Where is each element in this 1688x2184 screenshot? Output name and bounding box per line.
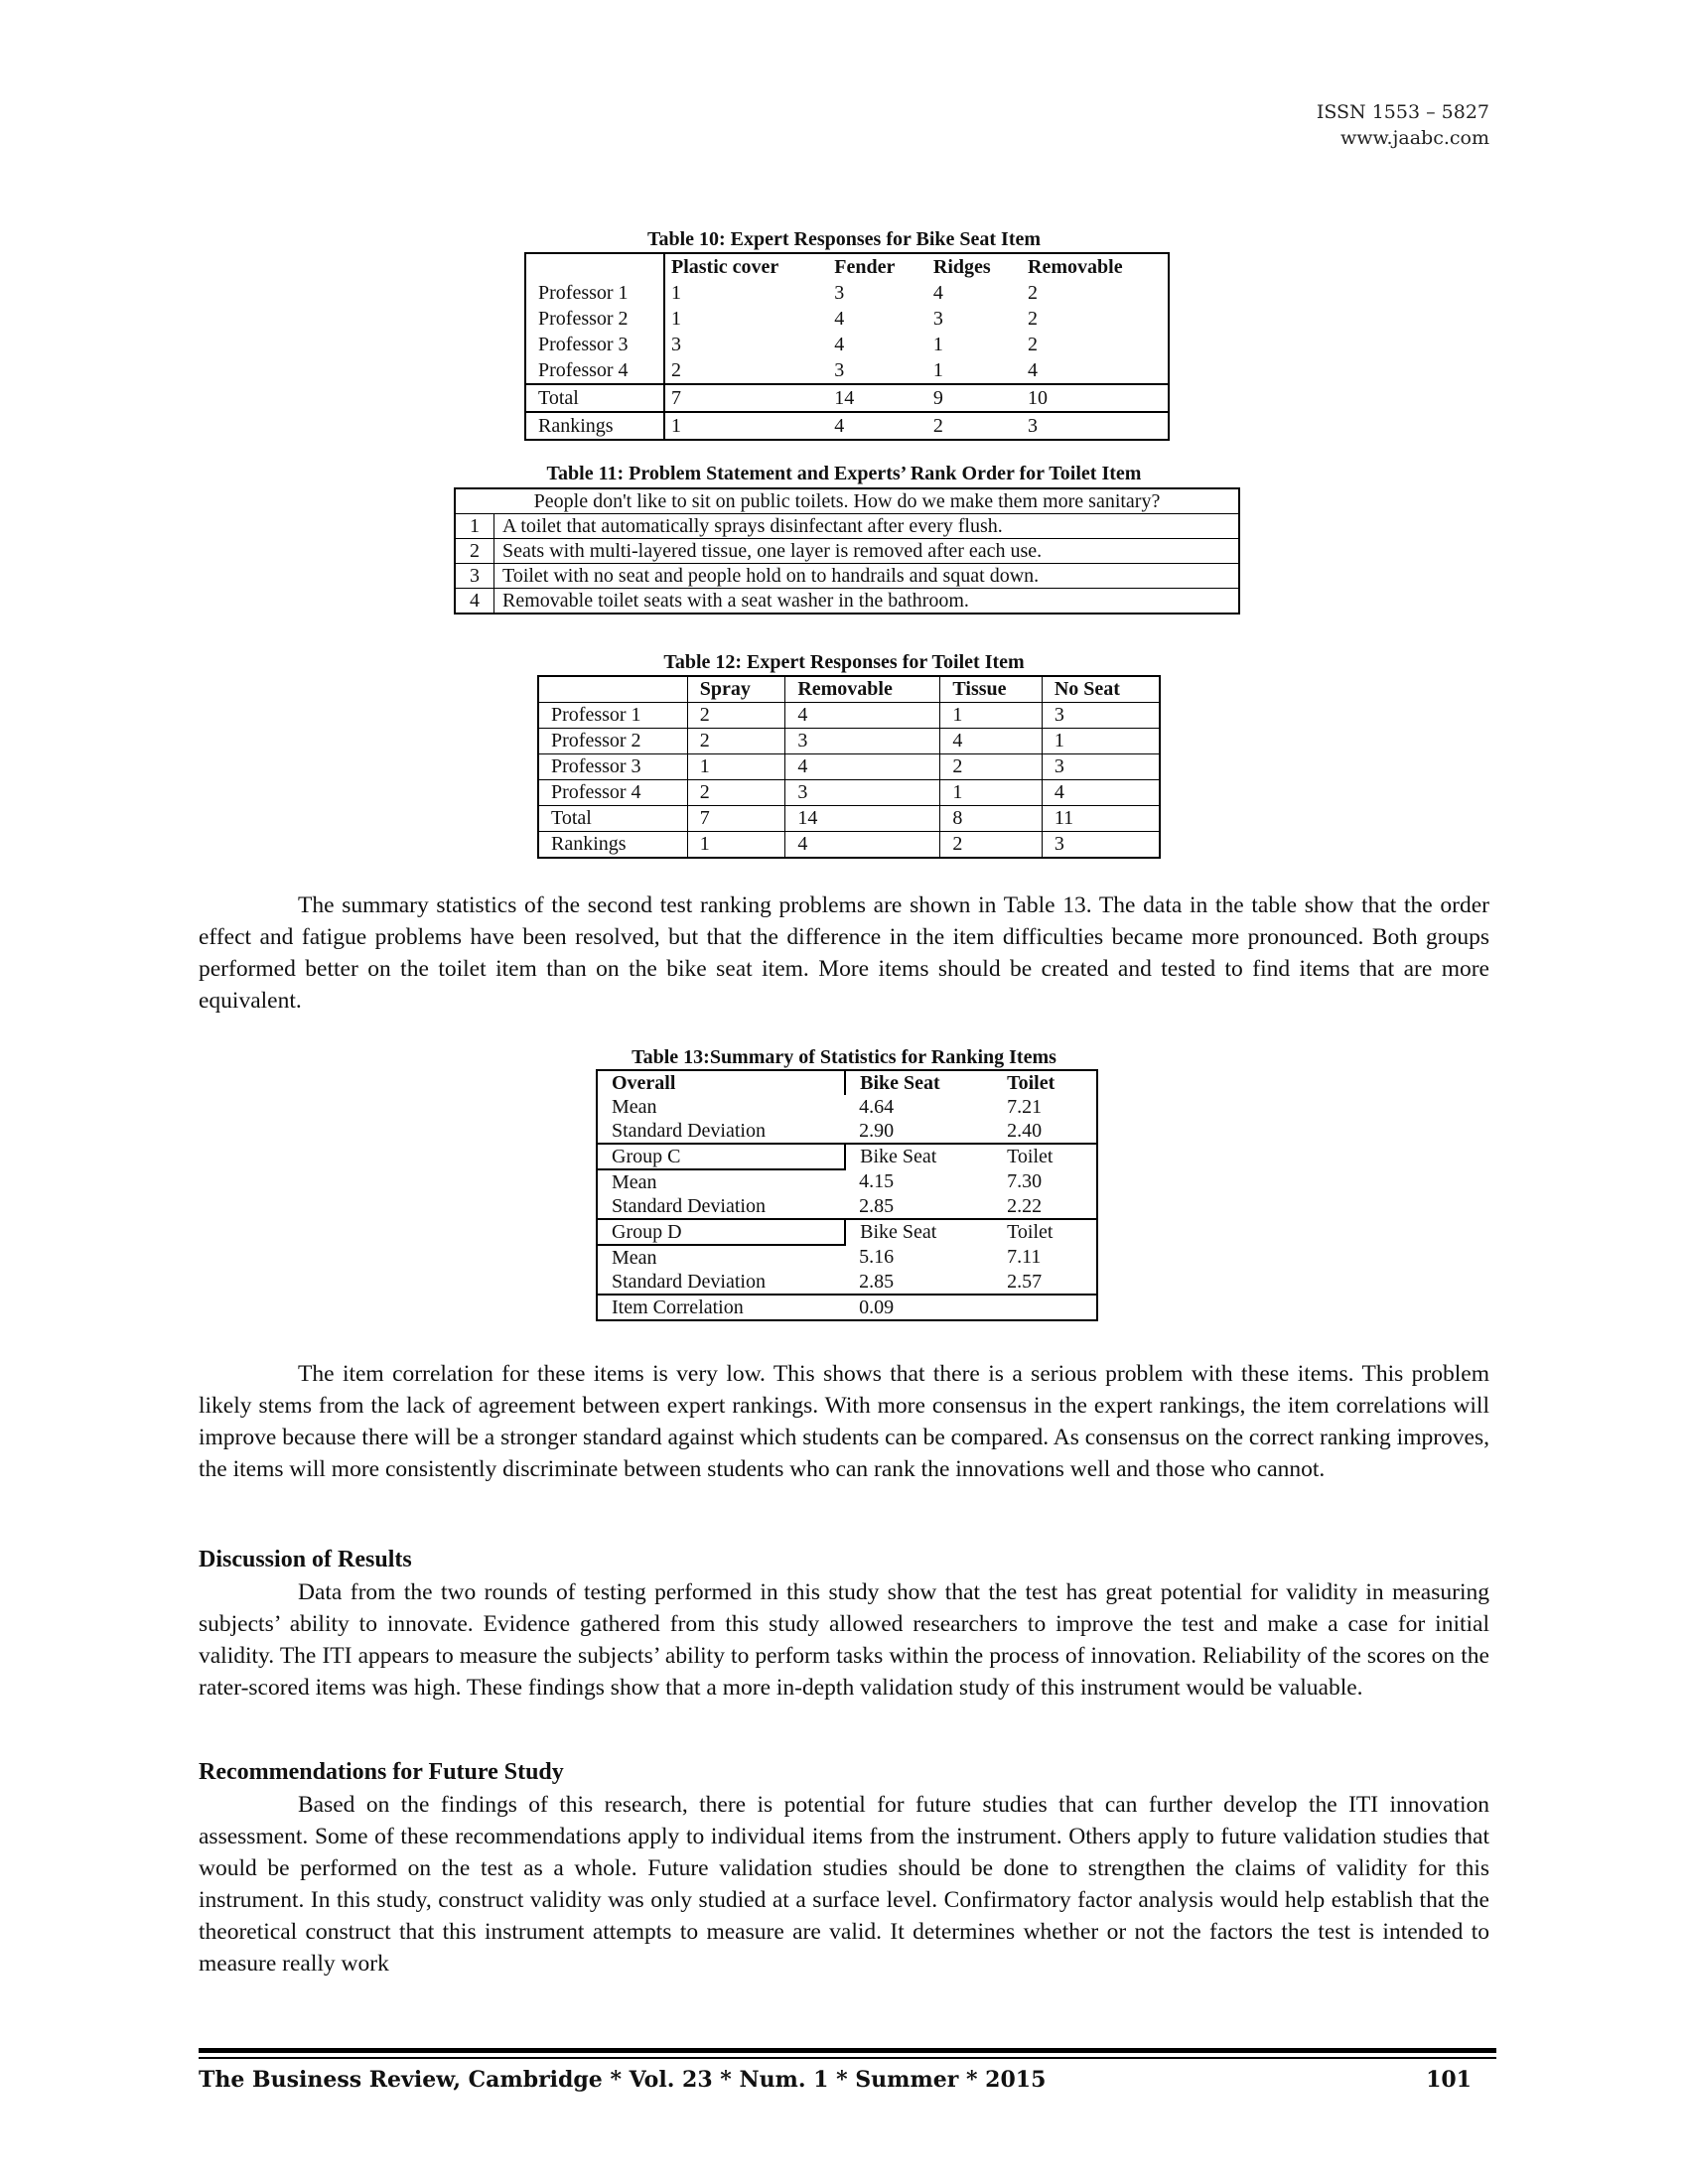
section-heading: Recommendations for Future Study	[199, 1759, 564, 1785]
table-cell: Professor 4	[538, 780, 687, 806]
table-cell: 7.11	[1007, 1246, 1042, 1268]
table-cell: 7	[664, 384, 828, 412]
table-cell: 7	[687, 806, 785, 832]
table-cell: 3	[455, 564, 494, 589]
table-cell: 4	[1028, 358, 1039, 381]
table-header-cell: Plastic cover	[671, 255, 779, 278]
table-cell: Toilet	[993, 1144, 1097, 1169]
issn-number: ISSN 1553 – 5827	[1316, 101, 1489, 123]
table-row	[597, 1095, 1097, 1119]
table-cell: 1	[940, 780, 1042, 806]
table-cell: 3	[1042, 703, 1160, 729]
table-cell: 8	[940, 806, 1042, 832]
table-header-cell: Spray	[687, 676, 785, 703]
table-10-caption: Table 10: Expert Responses for Bike Seat Item	[646, 228, 1042, 250]
table-header-cell: Ridges	[932, 255, 991, 278]
table-row	[525, 412, 1169, 440]
table-row	[538, 754, 1160, 780]
table-row	[597, 1194, 1097, 1219]
journal-footer: The Business Review, Cambridge * Vol. 23 * Num. 1 * Summer * 2015	[199, 2067, 1047, 2093]
table-cell: Total	[538, 806, 687, 832]
table-header-cell: Bike Seat	[860, 1071, 940, 1094]
table-cell: 3	[834, 281, 845, 304]
table-cell: 3	[834, 358, 845, 381]
table-cell: 2	[1028, 333, 1039, 355]
table-cell: 1	[1042, 729, 1160, 754]
table-cell: 3	[1042, 754, 1160, 780]
table-header-cell: Tissue	[940, 676, 1042, 703]
table-cell: 1	[687, 754, 785, 780]
table-cell: 2	[687, 703, 785, 729]
table-cell: 2	[455, 539, 494, 564]
table-row	[538, 780, 1160, 806]
table-cell: 4	[1042, 780, 1160, 806]
table-cell: 2	[687, 780, 785, 806]
issn-header	[1317, 99, 1489, 151]
table-cell: 2.90	[859, 1119, 895, 1142]
table-row	[455, 564, 1239, 589]
table-cell: 2	[1028, 281, 1039, 304]
table-12-caption: Table 12: Expert Responses for Toilet Item	[663, 651, 1025, 673]
table-row	[538, 703, 1160, 729]
table-row	[455, 539, 1239, 564]
table-cell: Rankings	[538, 832, 687, 859]
table-cell: Toilet with no seat and people hold on to handrails and squat down.	[494, 564, 1240, 589]
table-row	[455, 514, 1239, 539]
table-header-cell	[525, 253, 664, 280]
table-cell: 1	[932, 333, 943, 355]
footer-rule	[199, 2048, 1496, 2053]
table-cell: 2.40	[1007, 1119, 1043, 1142]
table-cell: Toilet	[993, 1219, 1097, 1245]
table-row	[538, 806, 1160, 832]
table-cell: Mean	[612, 1095, 657, 1118]
table-cell: 2	[940, 754, 1042, 780]
journal-url: www.jaabc.com	[1339, 127, 1489, 149]
table-cell: 4	[834, 333, 845, 355]
table-10	[524, 252, 1170, 441]
table-cell: 4.64	[859, 1095, 895, 1118]
table-row	[597, 1245, 1097, 1270]
table-cell: 2	[1028, 307, 1039, 330]
table-cell: 1	[671, 307, 681, 330]
table-cell: 2.22	[1007, 1194, 1043, 1217]
problem-statement: People don't like to sit on public toilets. How do we make them more sanitary?	[455, 488, 1239, 514]
table-cell: 2	[671, 358, 681, 381]
table-row	[525, 384, 1169, 412]
table-row	[597, 1295, 1097, 1320]
table-cell: Professor 1	[538, 703, 687, 729]
table-cell: Professor 3	[538, 754, 687, 780]
table-cell: 5.16	[859, 1246, 895, 1268]
table-cell: A toilet that automatically sprays disinfectant after every flush.	[494, 514, 1240, 539]
table-12	[537, 675, 1161, 859]
footer-rule	[199, 2057, 1496, 2059]
table-cell: Standard Deviation	[612, 1270, 766, 1293]
table-cell: Removable toilet seats with a seat washer in the bathroom.	[494, 589, 1240, 614]
table-11-caption: Table 11: Problem Statement and Experts’ Rank Order for Toilet Item	[546, 463, 1142, 484]
table-cell: 4	[785, 832, 940, 859]
table-cell: 4	[834, 307, 845, 330]
table-cell: Professor 4	[525, 357, 664, 384]
table-13-caption: Table 13:Summary of Statistics for Ranking Items	[632, 1046, 1056, 1068]
table-cell: 3	[1022, 412, 1169, 440]
table-cell: 2	[927, 412, 1022, 440]
table-cell: 4	[455, 589, 494, 614]
table-cell: 4	[785, 754, 940, 780]
table-cell: 0.09	[845, 1295, 993, 1320]
table-cell: Seats with multi-layered tissue, one layer is removed after each use.	[494, 539, 1240, 564]
table-group-row	[597, 1144, 1097, 1169]
table-cell: Group C	[597, 1144, 845, 1169]
table-row	[538, 832, 1160, 859]
body-paragraph: The item correlation for these items is very low. This shows that there is a serious problem with these items. This problem likely stems from the lack of agreement between expert rankings. With more consensus in the expert rankings, the item correlations will improve because there will be a stronger standard against which students can be compared. As consensus on the correct ranking improves, the items will more consistently discriminate between students who can rank the innovations well and those who cannot.	[199, 1361, 1489, 1482]
table-cell: 9	[927, 384, 1022, 412]
table-cell: 1	[940, 703, 1042, 729]
table-cell: Standard Deviation	[612, 1194, 766, 1217]
table-cell: 4	[785, 703, 940, 729]
table-header-cell: Toilet	[1007, 1071, 1055, 1094]
table-row	[597, 1169, 1097, 1194]
table-cell: 11	[1042, 806, 1160, 832]
table-cell: 2	[940, 832, 1042, 859]
table-cell: Group D	[597, 1219, 845, 1245]
table-cell: 3	[785, 729, 940, 754]
table-header-cell: Removable	[785, 676, 940, 703]
table-cell: 1	[455, 514, 494, 539]
section-heading: Discussion of Results	[199, 1547, 412, 1572]
table-cell: 2.57	[1007, 1270, 1043, 1293]
table-cell: 10	[1022, 384, 1169, 412]
table-cell: 1	[687, 832, 785, 859]
table-row	[525, 332, 1169, 357]
table-cell: Bike Seat	[845, 1144, 993, 1169]
table-group-row	[597, 1219, 1097, 1245]
table-cell: 2.85	[859, 1194, 895, 1217]
table-cell: 14	[785, 806, 940, 832]
table-header-row	[455, 488, 1239, 514]
table-cell: 3	[1042, 832, 1160, 859]
table-header-cell	[538, 676, 687, 703]
table-row	[525, 280, 1169, 306]
table-row	[597, 1119, 1097, 1144]
table-cell: 4	[940, 729, 1042, 754]
table-cell: 2.85	[859, 1270, 895, 1293]
table-cell: 3	[932, 307, 943, 330]
table-cell: Professor 2	[538, 729, 687, 754]
table-header-row	[538, 676, 1160, 703]
table-header-row	[525, 253, 1169, 280]
table-row	[525, 357, 1169, 384]
table-header-cell: Removable	[1028, 255, 1123, 278]
table-13	[596, 1069, 1098, 1321]
table-cell: Professor 2	[525, 306, 664, 332]
table-row	[525, 306, 1169, 332]
body-paragraph: Based on the findings of this research, there is potential for future studies that can further develop the ITI innovation assessment. Some of these recommendations apply to individual items from the instrument. Others apply to future validation studies that would be performed on the test as a whole. Future validation studies should be done to strengthen the claims of validity for this instrument. In this study, construct validity was only studied at a surface level. Confirmatory factor analysis would help establish that the theoretical construct that this instrument attempts to measure are valid. It determines whether or not the factors the test is intended to measure really work	[199, 1792, 1489, 1977]
body-paragraph: The summary statistics of the second test ranking problems are shown in Table 13. The data in the table show that the order effect and fatigue problems have been resolved, but that the difference in the item difficulties became more pronounced. Both groups performed better on the toilet item than on the bike seat item. More items should be created and tested to find items that are more equivalent.	[199, 892, 1489, 1014]
table-cell: 2	[687, 729, 785, 754]
table-cell: 4.15	[859, 1170, 895, 1192]
body-paragraph: Data from the two rounds of testing performed in this study show that the test has great potential for validity in measuring subjects’ ability to innovate. Evidence gathered from this study allowed researchers to improve the test and make a case for initial validity. The ITI appears to measure the subjects’ ability to perform tasks within the process of innovation. Reliability of the scores on the rater-scored items was high. These findings show that a more in-depth validation study of this instrument would be valuable.	[199, 1579, 1489, 1701]
table-cell: Standard Deviation	[612, 1119, 766, 1142]
table-cell: 1	[671, 281, 681, 304]
table-header-cell: Overall	[597, 1070, 845, 1095]
table-header-cell: Fender	[834, 255, 896, 278]
table-row	[597, 1270, 1097, 1295]
table-cell: Mean	[612, 1170, 657, 1193]
table-header-row	[597, 1070, 1097, 1095]
table-cell: Total	[525, 384, 664, 412]
table-cell: 7.21	[1007, 1095, 1043, 1118]
table-cell: 1	[664, 412, 828, 440]
table-cell: Professor 3	[525, 332, 664, 357]
table-cell: Item Correlation	[597, 1295, 845, 1320]
table-cell: 14	[828, 384, 927, 412]
table-cell: 7.30	[1007, 1170, 1043, 1192]
table-cell: 3	[671, 333, 681, 355]
table-cell: 3	[785, 780, 940, 806]
table-cell: Mean	[612, 1246, 657, 1269]
table-cell: 4	[828, 412, 927, 440]
table-cell: Bike Seat	[845, 1219, 993, 1245]
table-header-cell: No Seat	[1042, 676, 1160, 703]
table-11	[454, 487, 1240, 614]
table-row	[538, 729, 1160, 754]
table-cell: 4	[932, 281, 943, 304]
table-row	[455, 589, 1239, 614]
table-cell: Professor 1	[525, 280, 664, 306]
table-cell	[993, 1295, 1097, 1320]
table-cell: 1	[932, 358, 943, 381]
table-cell: Rankings	[525, 412, 664, 440]
page-number: 101	[1426, 2067, 1472, 2093]
